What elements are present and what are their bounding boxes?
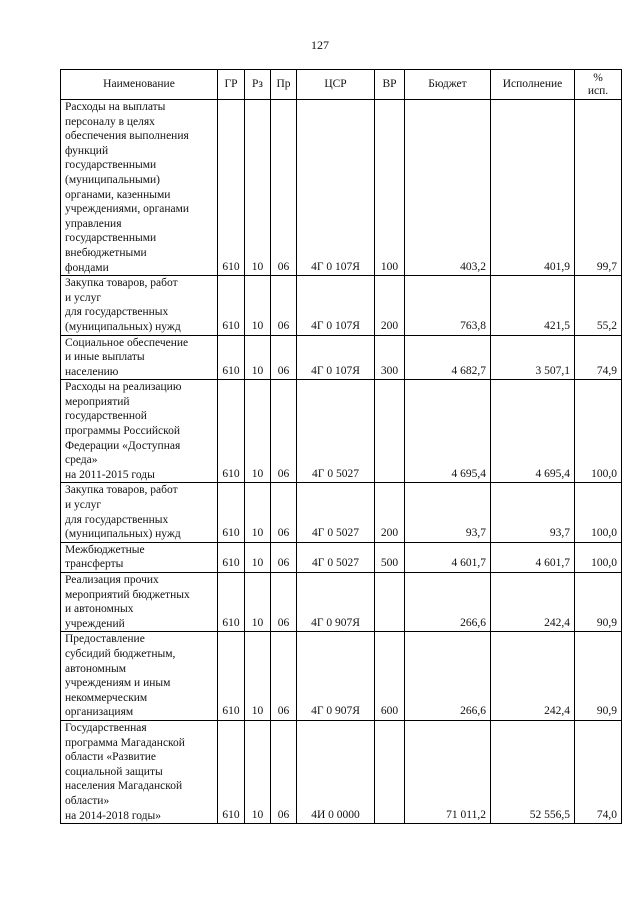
table-row	[61, 276, 622, 335]
cell-budget: 71 011,2	[405, 720, 491, 823]
header-pr: Пр	[271, 70, 297, 100]
cell-percent: 90,9	[575, 632, 622, 721]
cell-vr: 600	[375, 632, 405, 721]
cell-gr: 610	[218, 632, 245, 721]
cell-percent: 99,7	[575, 100, 622, 276]
cell-pr: 06	[271, 335, 297, 380]
cell-name: Закупка товаров, работ и услуг для государственных (муниципальных) нужд	[61, 483, 218, 542]
cell-csr: 4Г 0 907Я	[297, 573, 375, 632]
cell-name: Закупка товаров, работ и услуг для государственных (муниципальных) нужд	[61, 276, 218, 335]
cell-rz: 10	[245, 483, 271, 542]
cell-vr: 300	[375, 335, 405, 380]
cell-rz: 10	[245, 632, 271, 721]
table-row	[61, 483, 622, 542]
cell-name: Расходы на выплаты персоналу в целях обеспечения выполнения функций государственными (муниципальными) органами, казенными учреждениями, органами управления государственными внебюджетными фондами	[61, 100, 218, 276]
cell-rz: 10	[245, 100, 271, 276]
cell-execution: 242,4	[491, 573, 575, 632]
cell-gr: 610	[218, 276, 245, 335]
header-gr: ГР	[218, 70, 245, 100]
cell-budget: 763,8	[405, 276, 491, 335]
cell-vr	[375, 380, 405, 483]
cell-rz: 10	[245, 335, 271, 380]
table-row	[61, 573, 622, 632]
cell-execution: 93,7	[491, 483, 575, 542]
cell-rz: 10	[245, 276, 271, 335]
cell-execution: 4 695,4	[491, 380, 575, 483]
cell-name: Государственная программа Магаданской области «Развитие социальной защиты населения Магаданской области» на 2014-2018 годы»	[61, 720, 218, 823]
cell-execution: 4 601,7	[491, 542, 575, 572]
cell-vr	[375, 573, 405, 632]
cell-gr: 610	[218, 335, 245, 380]
cell-pr: 06	[271, 720, 297, 823]
table-row	[61, 542, 622, 572]
cell-budget: 403,2	[405, 100, 491, 276]
table-row	[61, 632, 622, 721]
cell-csr: 4Г 0 5027	[297, 542, 375, 572]
header-budget: Бюджет	[405, 70, 491, 100]
cell-name: Межбюджетные трансферты	[61, 542, 218, 572]
cell-budget: 266,6	[405, 573, 491, 632]
cell-gr: 610	[218, 483, 245, 542]
header-row	[61, 70, 622, 100]
cell-pr: 06	[271, 483, 297, 542]
cell-percent: 55,2	[575, 276, 622, 335]
cell-name: Реализация прочих мероприятий бюджетных и автономных учреждений	[61, 573, 218, 632]
cell-percent: 90,9	[575, 573, 622, 632]
cell-csr: 4Г 0 107Я	[297, 335, 375, 380]
cell-budget: 4 601,7	[405, 542, 491, 572]
cell-budget: 93,7	[405, 483, 491, 542]
cell-csr: 4Г 0 907Я	[297, 632, 375, 721]
cell-vr: 200	[375, 276, 405, 335]
cell-vr	[375, 720, 405, 823]
cell-gr: 610	[218, 100, 245, 276]
header-execution: Исполнение	[491, 70, 575, 100]
cell-csr: 4И 0 0000	[297, 720, 375, 823]
cell-budget: 4 695,4	[405, 380, 491, 483]
table-body	[61, 100, 622, 824]
cell-percent: 74,0	[575, 720, 622, 823]
cell-pr: 06	[271, 632, 297, 721]
table-row	[61, 100, 622, 276]
cell-percent: 100,0	[575, 483, 622, 542]
cell-csr: 4Г 0 5027	[297, 380, 375, 483]
cell-pr: 06	[271, 542, 297, 572]
header-vr: ВР	[375, 70, 405, 100]
cell-name: Предоставление субсидий бюджетным, автономным учреждениям и иным некоммерческим организациям	[61, 632, 218, 721]
header-percent: % исп.	[575, 70, 622, 100]
cell-name: Расходы на реализацию мероприятий государственной программы Российской Федерации «Доступная среда» на 2011-2015 годы	[61, 380, 218, 483]
table-row	[61, 335, 622, 380]
cell-vr: 200	[375, 483, 405, 542]
budget-execution-table	[60, 69, 622, 824]
cell-execution: 52 556,5	[491, 720, 575, 823]
cell-execution: 401,9	[491, 100, 575, 276]
cell-budget: 4 682,7	[405, 335, 491, 380]
table-row	[61, 380, 622, 483]
cell-percent: 100,0	[575, 542, 622, 572]
cell-pr: 06	[271, 276, 297, 335]
cell-csr: 4Г 0 5027	[297, 483, 375, 542]
table-header	[61, 70, 622, 100]
table-row	[61, 720, 622, 823]
cell-gr: 610	[218, 380, 245, 483]
cell-csr: 4Г 0 107Я	[297, 276, 375, 335]
cell-rz: 10	[245, 542, 271, 572]
cell-execution: 242,4	[491, 632, 575, 721]
cell-vr: 100	[375, 100, 405, 276]
cell-rz: 10	[245, 720, 271, 823]
cell-rz: 10	[245, 380, 271, 483]
header-rz: Рз	[245, 70, 271, 100]
cell-vr: 500	[375, 542, 405, 572]
cell-gr: 610	[218, 542, 245, 572]
header-csr: ЦСР	[297, 70, 375, 100]
cell-gr: 610	[218, 573, 245, 632]
cell-gr: 610	[218, 720, 245, 823]
cell-pr: 06	[271, 100, 297, 276]
cell-pr: 06	[271, 380, 297, 483]
cell-name: Социальное обеспечение и иные выплаты населению	[61, 335, 218, 380]
cell-percent: 100,0	[575, 380, 622, 483]
cell-execution: 3 507,1	[491, 335, 575, 380]
cell-csr: 4Г 0 107Я	[297, 100, 375, 276]
cell-pr: 06	[271, 573, 297, 632]
cell-budget: 266,6	[405, 632, 491, 721]
header-name: Наименование	[61, 70, 218, 100]
cell-execution: 421,5	[491, 276, 575, 335]
cell-rz: 10	[245, 573, 271, 632]
cell-percent: 74,9	[575, 335, 622, 380]
page-number: 127	[311, 38, 329, 52]
